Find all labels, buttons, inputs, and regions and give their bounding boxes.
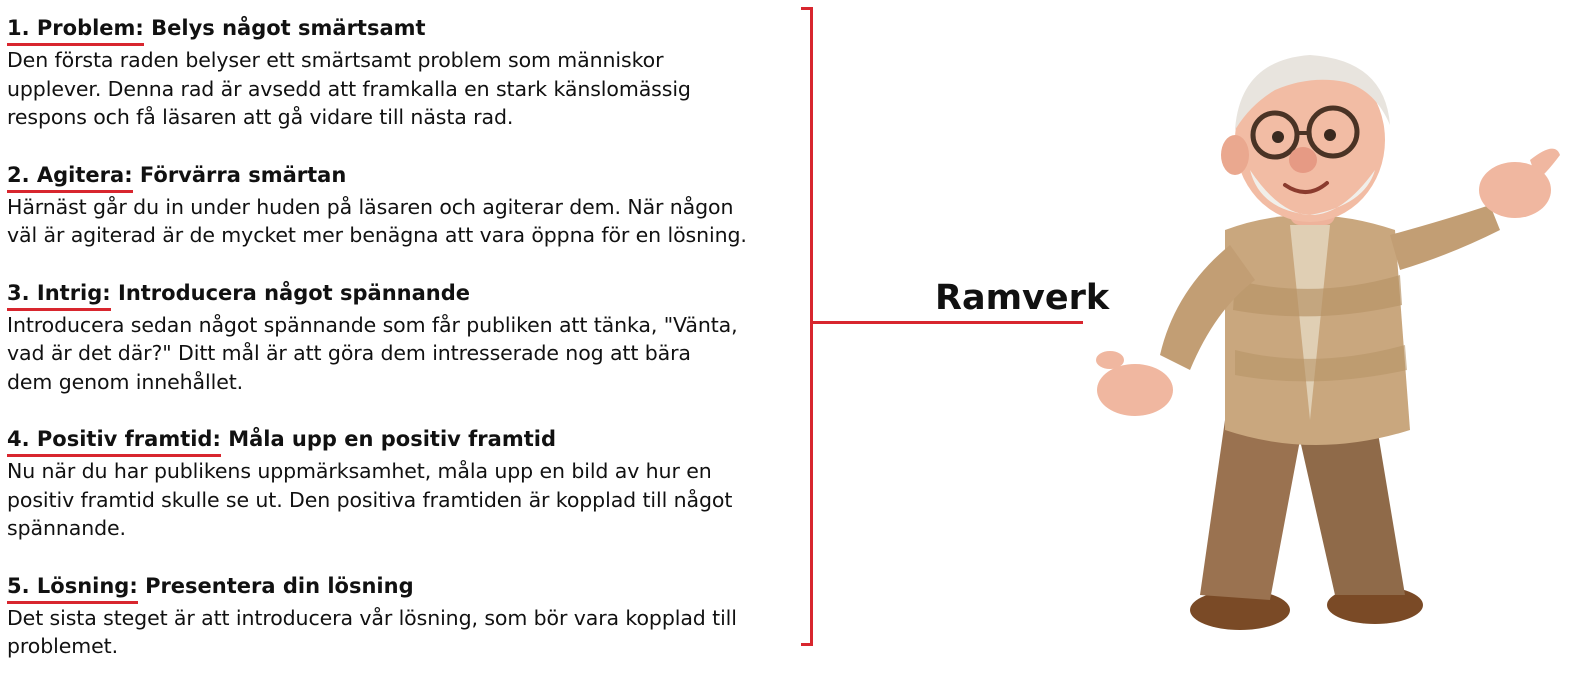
step-line: problemet. <box>7 634 118 658</box>
step-line: vad är det där?" Ditt mål är att göra dem intresserade nog att bära <box>7 341 691 365</box>
step-line: Den första raden belyser ett smärtsamt problem som människor <box>7 48 664 72</box>
step-heading <box>7 161 807 193</box>
bracket-connector <box>813 321 1083 324</box>
step-3 <box>7 279 807 397</box>
step-line: spännande. <box>7 516 126 540</box>
step-heading <box>7 14 807 46</box>
framework-label: Ramverk <box>935 278 1110 318</box>
step-heading <box>7 425 807 457</box>
step-key: 1. Problem: <box>7 14 144 46</box>
bracket-line <box>810 7 813 646</box>
step-key: 4. Positiv framtid: <box>7 425 221 457</box>
step-line: respons och få läsaren att gå vidare till nästa rad. <box>7 105 514 129</box>
step-title: Presentera din lösning <box>145 573 414 598</box>
step-heading <box>7 572 807 604</box>
step-key: 3. Intrig: <box>7 279 111 311</box>
step-title: Introducera något spännande <box>118 280 471 305</box>
framework-steps <box>7 14 807 690</box>
step-heading <box>7 279 807 311</box>
step-title: Måla upp en positiv framtid <box>228 427 556 451</box>
step-line: upplever. Denna rad är avsedd att framkalla en stark känslomässig <box>7 76 691 101</box>
step-line: positiv framtid skulle se ut. Den positiva framtiden är kopplad till något <box>7 487 733 512</box>
step-line: Introducera sedan något spännande som får publiken att tänka, "Vänta, <box>7 312 738 337</box>
step-line: dem genom innehållet. <box>7 369 244 394</box>
presenter-illustration <box>1075 20 1575 650</box>
step-1 <box>7 14 807 132</box>
step-line: väl är agiterad är de mycket mer benägna att vara öppna för en lösning. <box>7 223 747 247</box>
step-line: Det sista steget är att introducera vår lösning, som bör vara kopplad till <box>7 605 737 630</box>
step-4 <box>7 425 807 543</box>
step-5 <box>7 572 807 661</box>
step-title: Belys något smärtsamt <box>151 16 426 40</box>
step-2 <box>7 161 807 250</box>
step-title: Förvärra smärtan <box>139 162 347 187</box>
bracket-bottom-tick <box>801 643 813 646</box>
step-line: Nu när du har publikens uppmärksamhet, måla upp en bild av hur en <box>7 459 712 483</box>
step-key: 2. Agitera: <box>7 161 133 193</box>
step-line: Härnäst går du in under huden på läsaren och agiterar dem. När någon <box>7 194 734 219</box>
step-key: 5. Lösning: <box>7 572 138 604</box>
